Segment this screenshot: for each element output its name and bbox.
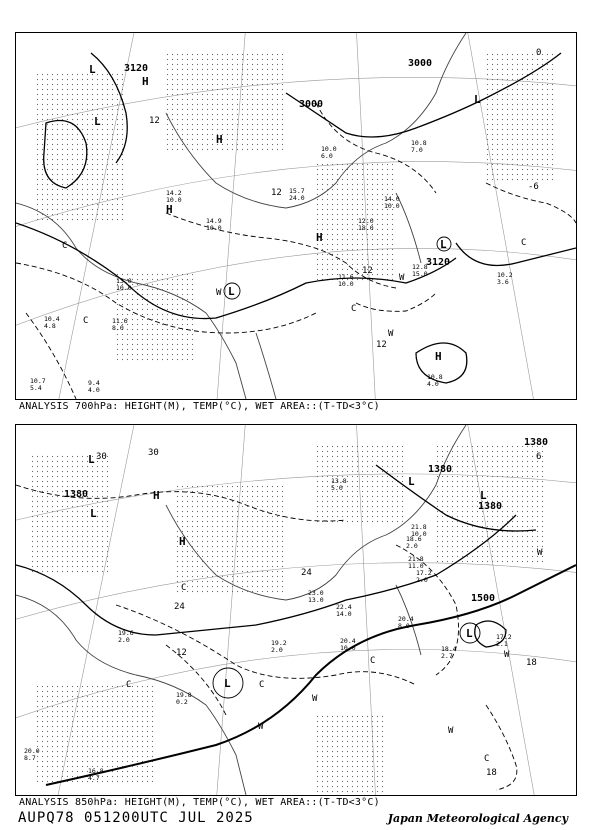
- temp-label: 12: [271, 188, 282, 198]
- svg-text:5.0: 5.0: [331, 484, 343, 492]
- map-700hpa: [16, 33, 576, 399]
- svg-text:10.0: 10.0: [116, 284, 132, 292]
- warm-center-label: W: [216, 288, 222, 298]
- high-center-label: H: [142, 75, 149, 88]
- temp-label: -6: [528, 182, 539, 192]
- svg-text:18.4: 18.4: [441, 645, 457, 653]
- svg-text:21.8: 21.8: [411, 523, 427, 531]
- svg-text:0.2: 0.2: [176, 698, 188, 706]
- low-center-label: L: [440, 238, 447, 251]
- svg-text:10.7: 10.7: [30, 377, 46, 385]
- station-plot: [406, 535, 422, 550]
- station-plot: [166, 189, 182, 204]
- contour-label: 3120: [426, 257, 451, 268]
- contour-label: 3120: [124, 63, 149, 74]
- svg-text:14.0: 14.0: [384, 195, 400, 203]
- contour-label: 1500: [471, 593, 496, 604]
- svg-text:10.0: 10.0: [338, 280, 354, 288]
- svg-text:2.0: 2.0: [118, 636, 130, 644]
- wet-area-stipple: [31, 445, 546, 795]
- temp-label: 0: [536, 48, 542, 58]
- contour-label: 1380: [478, 501, 503, 512]
- low-center-label: L: [224, 677, 231, 690]
- svg-text:19.6: 19.6: [118, 629, 134, 637]
- station-plot: [30, 377, 46, 392]
- svg-text:10.2: 10.2: [497, 271, 513, 279]
- temp-label: 6: [536, 452, 542, 462]
- temp-label: 24: [301, 568, 312, 578]
- map-850hpa: [16, 425, 576, 795]
- station-plot: [358, 217, 374, 232]
- cold-center-label: C: [181, 583, 187, 593]
- temp-label: 24: [174, 602, 185, 612]
- warm-center-label: W: [537, 548, 543, 558]
- svg-text:23.0: 23.0: [308, 589, 324, 597]
- svg-text:2.7: 2.7: [441, 652, 453, 660]
- contour-label: 1380: [524, 437, 549, 448]
- warm-center-label: W: [399, 273, 405, 283]
- svg-text:2.0: 2.0: [406, 542, 418, 550]
- low-center-label: L: [466, 627, 473, 640]
- svg-text:10.4: 10.4: [44, 315, 60, 323]
- high-center-label: H: [435, 350, 442, 363]
- station-plot: [338, 273, 354, 288]
- svg-text:2.0: 2.0: [416, 576, 428, 584]
- temp-label: 12: [149, 116, 160, 126]
- station-plot: [289, 187, 305, 202]
- high-center-label: H: [166, 203, 173, 216]
- svg-text:4.8: 4.8: [44, 322, 56, 330]
- svg-text:17.2: 17.2: [496, 633, 512, 641]
- warm-center-label: W: [388, 329, 394, 339]
- station-plot: [496, 633, 512, 648]
- station-plot: [308, 589, 324, 604]
- low-center-label: L: [90, 507, 97, 520]
- svg-text:8.0: 8.0: [398, 622, 410, 630]
- warm-center-label: W: [312, 694, 318, 704]
- svg-text:10.0: 10.0: [340, 644, 356, 652]
- temp-label: 18: [486, 768, 497, 778]
- high-center-label: H: [179, 535, 186, 548]
- cold-center-label: C: [370, 656, 376, 666]
- svg-text:15.0: 15.0: [412, 270, 428, 278]
- svg-text:17.2: 17.2: [416, 569, 432, 577]
- station-plot: [88, 379, 100, 394]
- svg-text:4.0: 4.0: [427, 380, 439, 388]
- station-plot: [176, 691, 192, 706]
- svg-text:7.0: 7.0: [411, 146, 423, 154]
- low-center-label: L: [474, 93, 481, 106]
- svg-text:10.8: 10.8: [411, 139, 427, 147]
- low-center-label: L: [88, 453, 95, 466]
- cold-center-label: C: [126, 680, 132, 690]
- station-plot: [427, 373, 443, 388]
- warm-center-label: W: [448, 726, 454, 736]
- low-center-label: L: [480, 489, 487, 502]
- station-plot: [411, 139, 427, 154]
- svg-text:18.6: 18.6: [406, 535, 422, 543]
- temp-label: 12: [376, 340, 387, 350]
- svg-text:20.4: 20.4: [340, 637, 356, 645]
- svg-text:8.7: 8.7: [24, 754, 36, 762]
- low-center-label: L: [408, 475, 415, 488]
- svg-text:6.0: 6.0: [321, 152, 333, 160]
- temp-label: 18: [526, 658, 537, 668]
- station-plot: [340, 637, 356, 652]
- temp-label: 30: [148, 448, 159, 458]
- temp-label: 12: [362, 266, 373, 276]
- caption-850hpa: ANALYSIS 850hPa: HEIGHT(M), TEMP(°C), WET AREA::(T-TD<3°C): [19, 797, 380, 808]
- station-plot: [44, 315, 60, 330]
- svg-text:13.8: 13.8: [331, 477, 347, 485]
- chart-850hpa: [15, 424, 577, 796]
- station-plot: [441, 645, 457, 660]
- station-plot: [412, 263, 428, 278]
- cold-center-label: C: [351, 304, 357, 314]
- svg-text:12.8: 12.8: [412, 263, 428, 271]
- svg-text:20.0: 20.0: [24, 747, 40, 755]
- station-plot: [321, 145, 337, 160]
- station-plot: [398, 615, 414, 630]
- high-center-label: H: [153, 489, 160, 502]
- svg-text:11.6: 11.6: [338, 273, 354, 281]
- cold-center-label: C: [521, 238, 527, 248]
- high-center-label: H: [216, 133, 223, 146]
- svg-text:2.0: 2.0: [271, 646, 283, 654]
- svg-text:24.0: 24.0: [289, 194, 305, 202]
- warm-center-label: W: [258, 722, 264, 732]
- svg-text:11.0: 11.0: [408, 562, 424, 570]
- high-center-label: H: [316, 231, 323, 244]
- svg-text:9.4: 9.4: [88, 379, 100, 387]
- svg-text:14.2: 14.2: [166, 189, 182, 197]
- low-center-label: L: [94, 115, 101, 128]
- svg-text:18.0: 18.0: [358, 224, 374, 232]
- svg-text:10.0: 10.0: [166, 196, 182, 204]
- cold-center-label: C: [259, 680, 265, 690]
- svg-text:15.7: 15.7: [289, 187, 305, 195]
- station-plot: [336, 603, 352, 618]
- station-plot: [116, 277, 132, 292]
- low-center-label: L: [228, 285, 235, 298]
- low-center-label: L: [89, 63, 96, 76]
- contour-label: 3000: [408, 58, 433, 69]
- station-plot: [497, 271, 513, 286]
- svg-text:20.4: 20.4: [398, 615, 414, 623]
- chart-code-and-time: AUPQ78 051200UTC JUL 2025: [18, 810, 254, 826]
- svg-text:19.2: 19.2: [271, 639, 287, 647]
- svg-text:10.0: 10.0: [384, 202, 400, 210]
- svg-text:13.0: 13.0: [116, 277, 132, 285]
- svg-text:14.0: 14.0: [336, 610, 352, 618]
- svg-text:19.8: 19.8: [176, 691, 192, 699]
- temp-label: 30: [96, 452, 107, 462]
- svg-text:8.0: 8.0: [112, 324, 124, 332]
- cold-center-label: C: [484, 754, 490, 764]
- svg-text:22.4: 22.4: [336, 603, 352, 611]
- svg-text:10.0: 10.0: [321, 145, 337, 153]
- svg-text:4.0: 4.0: [88, 386, 100, 394]
- svg-text:13.0: 13.0: [308, 596, 324, 604]
- svg-text:10.8: 10.8: [427, 373, 443, 381]
- caption-700hpa: ANALYSIS 700hPa: HEIGHT(M), TEMP(°C), WET AREA::(T-TD<3°C): [19, 401, 380, 412]
- svg-text:10.0: 10.0: [411, 530, 427, 538]
- cold-center-label: C: [83, 316, 89, 326]
- svg-text:5.4: 5.4: [30, 384, 42, 392]
- station-plot: [416, 569, 432, 584]
- station-plot: [271, 639, 287, 654]
- svg-text:21.8: 21.8: [408, 555, 424, 563]
- station-plot: [408, 555, 424, 570]
- cold-center-label: C: [62, 241, 68, 251]
- svg-text:14.9: 14.9: [206, 217, 222, 225]
- temp-label: 12: [176, 648, 187, 658]
- svg-text:12.0: 12.0: [358, 217, 374, 225]
- warm-center-label: W: [504, 650, 510, 660]
- svg-text:10.0: 10.0: [206, 224, 222, 232]
- station-plot: [206, 217, 222, 232]
- svg-text:3.6: 3.6: [497, 278, 509, 286]
- contour-label: 1380: [64, 489, 89, 500]
- agency-name: Japan Meteorological Agency: [387, 812, 568, 825]
- chart-700hpa: [15, 32, 577, 400]
- station-plot: [118, 629, 134, 644]
- contour-label: 1380: [428, 464, 453, 475]
- svg-text:4.7: 4.7: [88, 774, 100, 782]
- svg-text:11.6: 11.6: [112, 317, 128, 325]
- station-plot: [384, 195, 400, 210]
- svg-text:2.1: 2.1: [496, 640, 508, 648]
- contour-label: 3000: [299, 99, 324, 110]
- svg-text:16.8: 16.8: [88, 767, 104, 775]
